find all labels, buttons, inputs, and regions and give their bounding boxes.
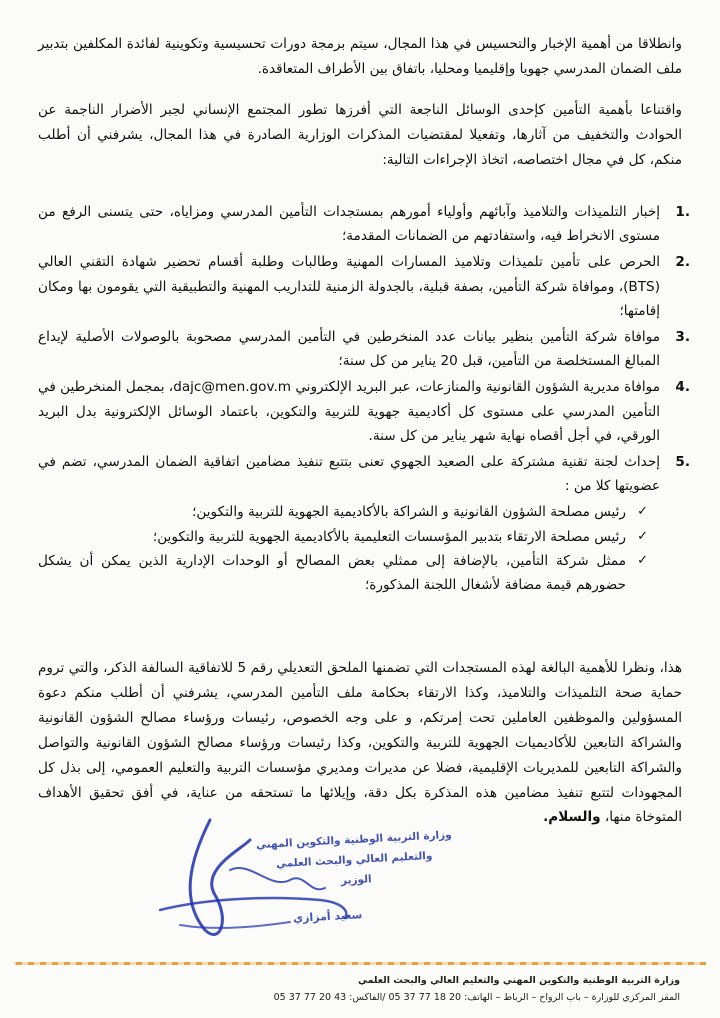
item-text: إخبار التلميذات والتلاميذ وآبائهم وأولياء أمورهم بمستجدات التأمين المدرسي ومزاياه، حتى يتسنى الرفع من مستوى الانخراط فيه، واستفادتهم من الضمانات المقدمة؛ bbox=[38, 204, 660, 245]
list-item bbox=[38, 525, 660, 549]
list-item bbox=[38, 450, 694, 597]
checkmark-icon: ✓ bbox=[637, 552, 648, 568]
list-item bbox=[38, 325, 694, 373]
item-text: موافاة شركة التأمين بنظير بيانات عدد المنخرطين في التأمين المدرسي مصحوبة بالوصولات الأصلية لإيداع المبالغ المستخلصة من التأمين، قبل 20 يناير من كل سنة؛ bbox=[38, 329, 660, 370]
member-text: رئيس مصلحة الارتقاء بتدبير المؤسسات التعليمية بالأكاديمية الجهوية للتربية والتكوين؛ bbox=[152, 528, 626, 545]
footer-divider bbox=[14, 962, 706, 965]
stamp-line: سعيد أمزازي bbox=[292, 908, 363, 925]
member-text: رئيس مصلحة الشؤون القانونية و الشراكة بالأكاديمية الجهوية للتربية والتكوين؛ bbox=[192, 504, 626, 521]
item-number: 3. bbox=[675, 329, 690, 346]
list-item bbox=[38, 549, 660, 597]
list-item bbox=[38, 250, 694, 323]
list-item bbox=[38, 375, 694, 448]
closing-text: هذا، ونظرا للأهمية البالغة لهذه المستجدات التي تضمنها الملحق التعديلي رقم 5 للاتفاقية السالفة الذكر، والتي تروم حماية صحة التلميذات والتلاميذ، وكذا الارتقاء بحكامة ملف التأمين المدرسي، يشرفني أن أطلب منكم دعوة المسؤولين والموظفين العاملين تحت إمرتكم، و على وجه الخصوص، رئيسات ورؤساء مصالح الشؤون القانونية والشراكة التابعين للأكاديميات الجهوية للتربية والتكوين، وكذا رئيسات ورؤساء مصالح الشؤون القانونية والتواصل والشراكة التابعين للمديريات الإقليمية، فضلا عن مديرات ومديري مؤسسات التربية والتعليم العمومي، إلى بذل كل المجهودات لتتبع تنفيذ مضامين هذه المذكرة بكل دقة، وإيلائها ما تستحقه من عناية، في أفق تحقيق الأهداف المتوخاة منها، bbox=[38, 660, 683, 826]
measures-list bbox=[38, 200, 694, 599]
item-number: 4. bbox=[675, 379, 690, 396]
footer-ministry: وزارة التربية الوطنية والتكوين المهني والتعليم العالي والبحث العلمي bbox=[357, 975, 680, 986]
item-text: الحرص على تأمين تلميذات وتلاميذ المسارات المهنية وطالبات وطلبة أقسام تحضير شهادة التقني العالي (BTS)، وموافاة شركة التأمين، بصفة قبلية، بالجدولة الزمنية للتداريب المهنية والتطبيقية التي يقومون بها ومكان إقامتها؛ bbox=[38, 254, 660, 319]
footer-address: المقر المركزي للوزارة – باب الرواح – الرباط – الهاتف: 20 18 77 37 05 /الفاكس: 43 20 77 37 05 bbox=[273, 992, 680, 1003]
list-item bbox=[38, 500, 660, 524]
item-text: إحداث لجنة تقنية مشتركة على الصعيد الجهوي تعنى بتتبع تنفيذ مضامين اتفاقية الضمان المدرسي، تضم في عضويتها كلا من : bbox=[38, 454, 660, 495]
context-paragraph: واقتناعا بأهمية التأمين كإحدى الوسائل الناجعة التي أفرزها تطور المجتمع الإنساني لجبر الأضرار الناجمة عن الحوادث والتخفيف من آثارها، وتفعيلا لمقتضيات المذكرات الوزارية الصادرة في هذا المجال، يشرفني أن أطلب منكم، كل في مجال اختصاصه، اتخاذ الإجراءات التالية: bbox=[38, 102, 682, 168]
list-item bbox=[38, 200, 694, 248]
intro-paragraph: وانطلاقا من أهمية الإخبار والتحسيس في هذا المجال، سيتم برمجة دورات تحسيسية وتكوينية لفائدة المكلفين بتدبير ملف الضمان المدرسي جهويا وإقليميا ومحليا، باتفاق بين الأطراف المتعاقدة. bbox=[38, 36, 682, 77]
committee-members-list bbox=[38, 500, 660, 597]
handwritten-signature bbox=[120, 800, 380, 950]
closing-salutation: والسلام. bbox=[543, 809, 601, 826]
checkmark-icon: ✓ bbox=[637, 504, 648, 520]
checkmark-icon: ✓ bbox=[637, 528, 648, 544]
member-text: ممثل شركة التأمين، بالإضافة إلى ممثلي بعض المصالح أو الوحدات الإدارية الذين يمكن أن يشكل حضورهم قيمة مضافة لأشغال اللجنة المذكورة؛ bbox=[38, 552, 626, 594]
item-number: 1. bbox=[675, 204, 690, 220]
stamp-line: والتعليم العالي والبحث العلمي bbox=[275, 849, 433, 871]
item-number: 5. bbox=[675, 454, 690, 471]
item-number: 2. bbox=[675, 254, 690, 271]
stamp-line: وزارة التربية الوطنية والتكوين المهني bbox=[256, 828, 453, 852]
item-text: موافاة مديرية الشؤون القانونية والمنازعات، عبر البريد الإلكتروني dajc@men.gov.m، بمجمل المنخرطين في التأمين المدرسي على مستوى كل أكاديمية جهوية للتربية والتكوين، باعتماد الوسائل الإلكترونية بدل البريد الورقي، في أجل أقصاه نهاية شهر يناير من كل سنة. bbox=[38, 379, 660, 444]
stamp-line: الوزير bbox=[341, 873, 373, 887]
